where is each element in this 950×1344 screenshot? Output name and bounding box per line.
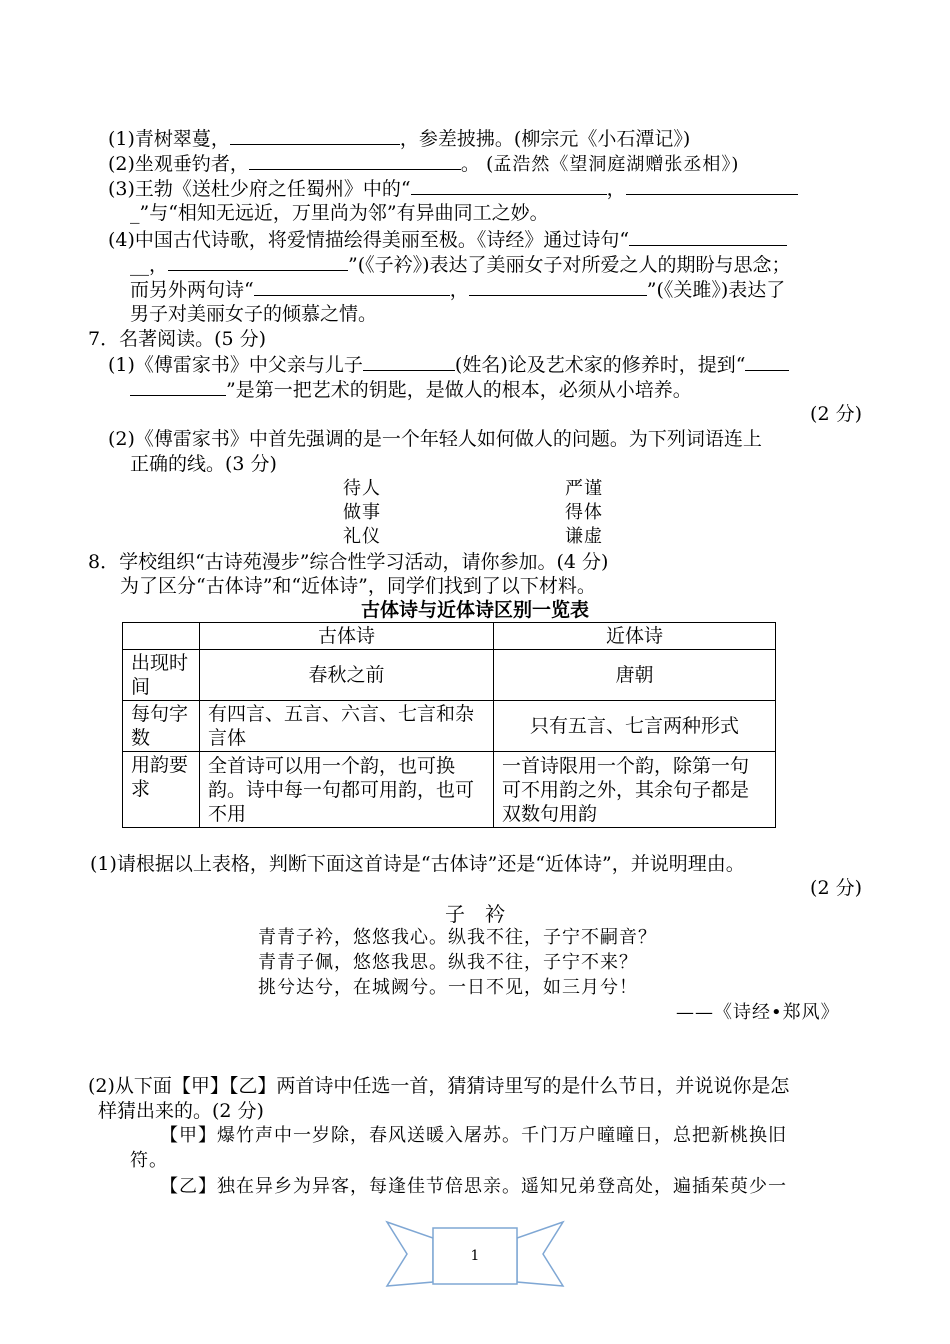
match-right-3[interactable]: 谦虚 [565, 526, 603, 547]
answer-blank[interactable] [230, 126, 400, 145]
poem-jia-line-2: 符。 [130, 1150, 168, 1171]
poem-line-2: 青青子佩，悠悠我思。纵我不往，子宁不来？ [258, 952, 638, 973]
answer-blank[interactable] [130, 377, 226, 396]
answer-blank[interactable] [249, 151, 461, 170]
q6-line-1: (1)青树翠蔓， ，参差披拂。(柳宗元《小石潭记》) [108, 128, 691, 150]
answer-blank[interactable] [254, 277, 450, 296]
table-row [123, 650, 776, 701]
poem-source: ——《诗经•郑风》 [676, 1002, 840, 1023]
poem-yi-line-1: 【乙】独在异乡为异客，每逢佳节倍思亲。遥知兄弟登高处，遍插茱萸少一 [160, 1176, 787, 1197]
table-title: 古体诗与近体诗区别一览表 [360, 599, 589, 621]
q7-p1-score: (2 分) [810, 403, 862, 425]
q6-line-4d: 男子对美丽女子的倾慕之情。 [130, 303, 378, 325]
table-row [123, 701, 776, 752]
table-row [123, 752, 776, 828]
table-cell: 一首诗限用一个韵，除第一句可不用韵之外，其余句子都是双数句用韵 [494, 752, 776, 828]
q8-title: 8．学校组织“古诗苑漫步”综合性学习活动，请你参加。(4 分) [88, 551, 609, 573]
table-cell: 只有五言、七言两种形式 [494, 701, 776, 752]
answer-blank[interactable] [168, 252, 348, 271]
q6-line-4c: 而另外两句诗“ ， ”(《关雎》)表达了 [130, 279, 786, 301]
poem-line-3: 挑兮达兮，在城阙兮。一日不见，如三月兮！ [258, 977, 638, 998]
q8-intro: 为了区分“古体诗”和“近体诗”，同学们找到了以下材料。 [120, 575, 596, 597]
q8-p1: (1)请根据以上表格，判断下面这首诗是“古体诗”还是“近体诗”，并说明理由。 [90, 853, 745, 875]
answer-blank[interactable] [629, 227, 787, 246]
q6-line-4: (4)中国古代诗歌，将爱情描绘得美丽至极。《诗经》通过诗句“ [108, 227, 787, 252]
answer-blank[interactable] [745, 352, 789, 371]
poem-jia-line-1: 【甲】爆竹声中一岁除，春风送暖入屠苏。千门万户曈曈日，总把新桃换旧 [160, 1125, 787, 1146]
page-number-ribbon [385, 1218, 565, 1294]
answer-blank[interactable] [363, 352, 455, 371]
q6-line-2: (2)坐观垂钓者， 。 (孟浩然《望洞庭湖赠张丞相》) [108, 153, 740, 175]
answer-blank[interactable] [626, 176, 798, 195]
q6-line-3: (3)王勃《送杜少府之任蜀州》中的“ ， [108, 176, 798, 201]
q7-p2-line-1: (2)《傅雷家书》中首先强调的是一个年轻人如何做人的问题。为下列词语连上 [108, 428, 762, 450]
match-right-1[interactable]: 严谨 [565, 478, 603, 499]
match-left-2[interactable]: 做事 [343, 502, 381, 523]
table-header-cell: 近体诗 [494, 623, 776, 650]
q8-p2-line-1: (2)从下面【甲】【乙】两首诗中任选一首，猜猜诗里写的是什么节日，并说说你是怎 [88, 1075, 790, 1097]
table-header-cell: 古体诗 [200, 623, 494, 650]
q6-line-3b: _”与“相知无远近，万里尚为邻”有异曲同工之妙。 [130, 202, 549, 224]
table-cell: 春秋之前 [200, 650, 494, 701]
table-cell: 全首诗可以用一个韵，也可换韵。诗中每一句都可用韵，也可不用 [200, 752, 494, 828]
table-cell: 唐朝 [494, 650, 776, 701]
answer-blank[interactable] [469, 277, 647, 296]
q7-p2-line-2: 正确的线。(3 分) [130, 453, 277, 475]
table-header-cell [123, 623, 200, 650]
table-cell: 有四言、五言、六言、七言和杂言体 [200, 701, 494, 752]
table-header-row [123, 623, 776, 650]
q7-p1-line-1: (1)《傅雷家书》中父亲与儿子 (姓名)论及艺术家的修养时，提到“ [108, 352, 789, 377]
table-cell: 用韵要求 [123, 752, 200, 828]
answer-blank[interactable] [411, 176, 607, 195]
match-right-2[interactable]: 得体 [565, 502, 603, 523]
q7-title: 7．名著阅读。(5 分) [88, 328, 267, 350]
poem-line-1: 青青子衿，悠悠我心。纵我不往，子宁不嗣音？ [258, 927, 657, 948]
q8-p2-line-2: 样猜出来的。(2 分) [98, 1100, 264, 1122]
page-number: 1 [470, 1248, 480, 1264]
comparison-table [122, 622, 776, 828]
table-cell: 出现时间 [123, 650, 200, 701]
table-cell: 每句字数 [123, 701, 200, 752]
match-left-3[interactable]: 礼仪 [343, 526, 381, 547]
q7-p1-line-2: ”是第一把艺术的钥匙，是做人的根本，必须从小培养。 [130, 377, 692, 402]
match-left-1[interactable]: 待人 [343, 478, 381, 499]
q6-line-4b: __， ”(《子衿》)表达了美丽女子对所爱之人的期盼与思念； [130, 254, 791, 276]
poem-title: 子 衿 [445, 902, 505, 926]
q8-p1-score: (2 分) [810, 877, 862, 899]
